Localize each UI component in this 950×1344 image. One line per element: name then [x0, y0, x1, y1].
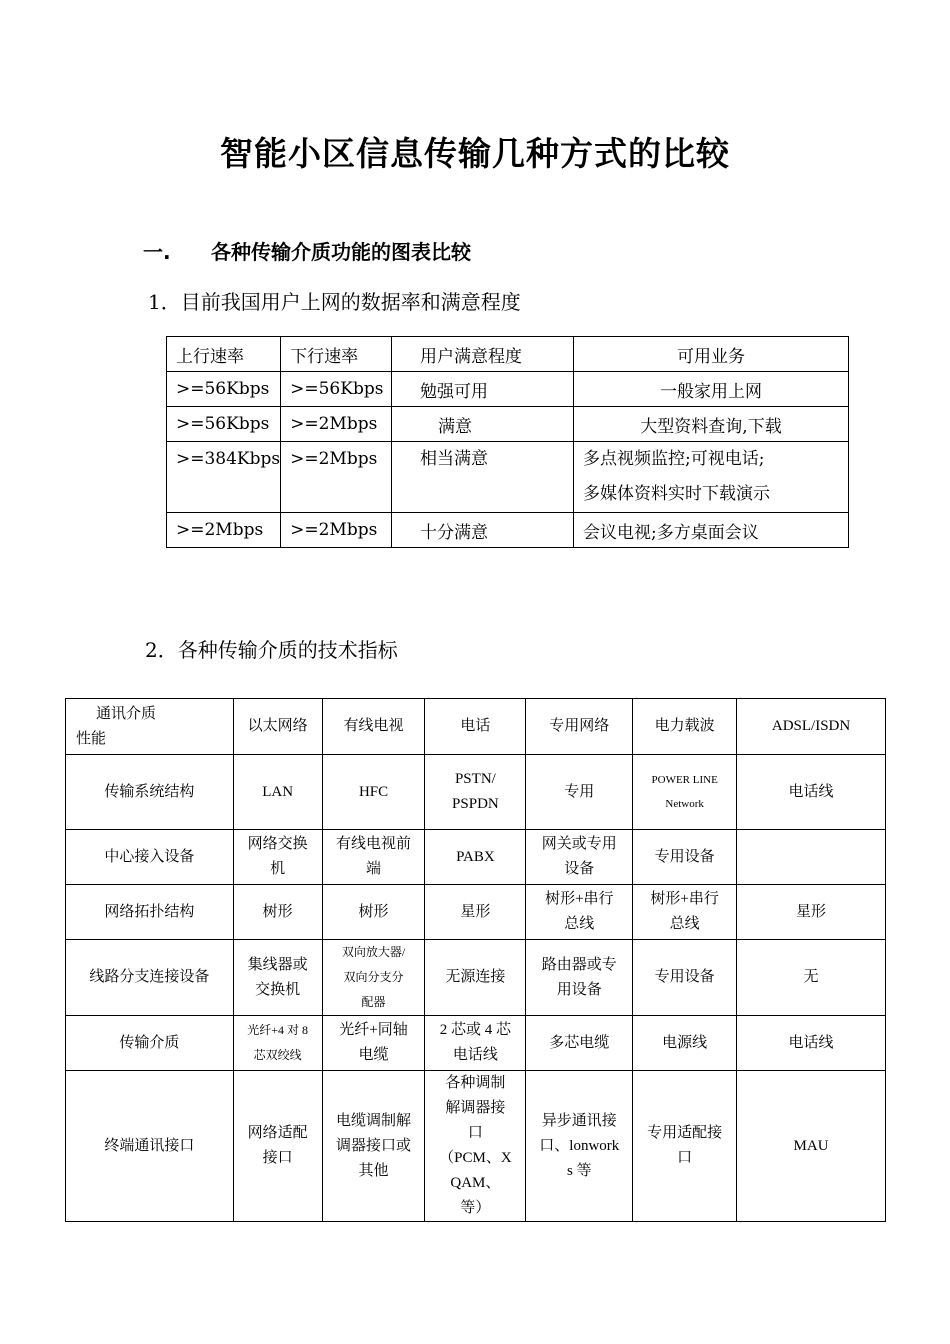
- table-cell: PABX: [425, 830, 526, 885]
- table-row: [66, 885, 886, 940]
- corner-header-top: 通讯介质: [96, 705, 157, 722]
- table-row: [66, 940, 886, 1016]
- table-row: [66, 830, 886, 885]
- row-label-cell: 中心接入设备: [66, 830, 234, 885]
- table-cell: 树形+串行 总线: [633, 885, 737, 940]
- table-cell: >=56Kbps: [167, 372, 281, 407]
- table-cell: 网络交换 机: [233, 830, 322, 885]
- table-cell: 异步通讯接 口、lonwork s 等: [526, 1071, 633, 1222]
- table-header-cell: 电力载波: [633, 699, 737, 755]
- table-header-cell: 专用网络: [526, 699, 633, 755]
- table-cell: 电源线: [633, 1016, 737, 1071]
- table-header-cell: 可用业务: [574, 337, 849, 372]
- media-spec-table: [65, 698, 886, 1222]
- section-number: 一.: [143, 240, 171, 264]
- table-cell: 电话线: [737, 1016, 886, 1071]
- table-header-cell: 以太网络: [233, 699, 322, 755]
- table-header-row: [167, 337, 849, 372]
- table-cell: 无: [737, 940, 886, 1016]
- table-cell: >=2Mbps: [281, 407, 392, 442]
- table-header-row: [66, 699, 886, 755]
- table-row: [66, 1016, 886, 1071]
- table-header-cell: ADSL/ISDN: [737, 699, 886, 755]
- table-cell: 会议电视;多方桌面会议: [574, 513, 849, 548]
- table-cell: 树形: [233, 885, 322, 940]
- table-cell: 路由器或专 用设备: [526, 940, 633, 1016]
- table-cell: 多芯电缆: [526, 1016, 633, 1071]
- row-label-cell: 网络拓扑结构: [66, 885, 234, 940]
- corner-header-bottom: 性能: [76, 730, 107, 747]
- cell-text: >=2Mbps: [290, 449, 378, 469]
- row-label-cell: 传输介质: [66, 1016, 234, 1071]
- table-cell: 星形: [425, 885, 526, 940]
- table-cell: 满意: [391, 407, 573, 442]
- table-cell: 集线器或 交换机: [233, 940, 322, 1016]
- user-datarate-table: [166, 336, 849, 548]
- section-heading-1: [143, 236, 471, 265]
- row-label-cell: 线路分支连接设备: [66, 940, 234, 1016]
- table-cell: 树形: [322, 885, 425, 940]
- table-cell: [391, 442, 573, 513]
- table-cell: 光纤+4 对 8 芯双绞线: [233, 1016, 322, 1071]
- cell-text: >=384Kbps: [176, 449, 281, 469]
- table-header-cell: 有线电视: [322, 699, 425, 755]
- corner-header-cell: [66, 699, 234, 755]
- table-cell: POWER LINE Network: [633, 755, 737, 830]
- table-header-cell: 下行速率: [281, 337, 392, 372]
- table-cell: [167, 442, 281, 513]
- table-row: [167, 407, 849, 442]
- cell-text: 相当满意: [419, 449, 488, 469]
- cell-text-line: 多媒体资料实时下载演示: [583, 484, 771, 504]
- table-cell: 星形: [737, 885, 886, 940]
- table-cell: 专用: [526, 755, 633, 830]
- table-cell: >=2Mbps: [167, 513, 281, 548]
- table-row: [167, 442, 849, 513]
- table-cell: 2 芯或 4 芯 电话线: [425, 1016, 526, 1071]
- cell-text-line: 多点视频监控;可视电话;: [583, 449, 765, 469]
- table-cell: [737, 830, 886, 885]
- table-header-cell: 用户满意程度: [391, 337, 573, 372]
- table-cell: MAU: [737, 1071, 886, 1222]
- table-cell: 专用设备: [633, 830, 737, 885]
- table-cell: 大型资料查询,下载: [574, 407, 849, 442]
- table-row: [66, 1071, 886, 1222]
- table-cell: [574, 442, 849, 513]
- table-cell: 专用适配接 口: [633, 1071, 737, 1222]
- table-cell: >=56Kbps: [167, 407, 281, 442]
- table-cell: [281, 442, 392, 513]
- table-cell: 各种调制 解调器接 口 （PCM、X QAM、 等）: [425, 1071, 526, 1222]
- table-row: [66, 755, 886, 830]
- table-cell: >=2Mbps: [281, 513, 392, 548]
- table-header-cell: 电话: [425, 699, 526, 755]
- table-cell: 十分满意: [391, 513, 573, 548]
- table-cell: 专用设备: [633, 940, 737, 1016]
- row-label-cell: 传输系统结构: [66, 755, 234, 830]
- table-header-cell: 上行速率: [167, 337, 281, 372]
- subheading-1: 1．目前我国用户上网的数据率和满意程度: [148, 290, 521, 314]
- table-cell: PSTN/ PSPDN: [425, 755, 526, 830]
- table-cell: 树形+串行 总线: [526, 885, 633, 940]
- table-row: [167, 513, 849, 548]
- table-cell: >=56Kbps: [281, 372, 392, 407]
- table-cell: 一般家用上网: [574, 372, 849, 407]
- row-label-cell: 终端通讯接口: [66, 1071, 234, 1222]
- table-cell: 电缆调制解 调器接口或 其他: [322, 1071, 425, 1222]
- subheading-2: 2．各种传输介质的技术指标: [145, 638, 398, 662]
- table-cell: 光纤+同轴 电缆: [322, 1016, 425, 1071]
- table-cell: LAN: [233, 755, 322, 830]
- page-title: 智能小区信息传输几种方式的比较: [220, 134, 730, 173]
- table-cell: 网络适配 接口: [233, 1071, 322, 1222]
- table-cell: 网关或专用 设备: [526, 830, 633, 885]
- table-cell: 勉强可用: [391, 372, 573, 407]
- table-cell: 有线电视前 端: [322, 830, 425, 885]
- table-cell: HFC: [322, 755, 425, 830]
- table-row: [167, 372, 849, 407]
- table-cell: 无源连接: [425, 940, 526, 1016]
- section-heading-text: 各种传输介质功能的图表比较: [211, 240, 471, 264]
- table-cell: 双向放大器/ 双向分支分 配器: [322, 940, 425, 1016]
- table-cell: 电话线: [737, 755, 886, 830]
